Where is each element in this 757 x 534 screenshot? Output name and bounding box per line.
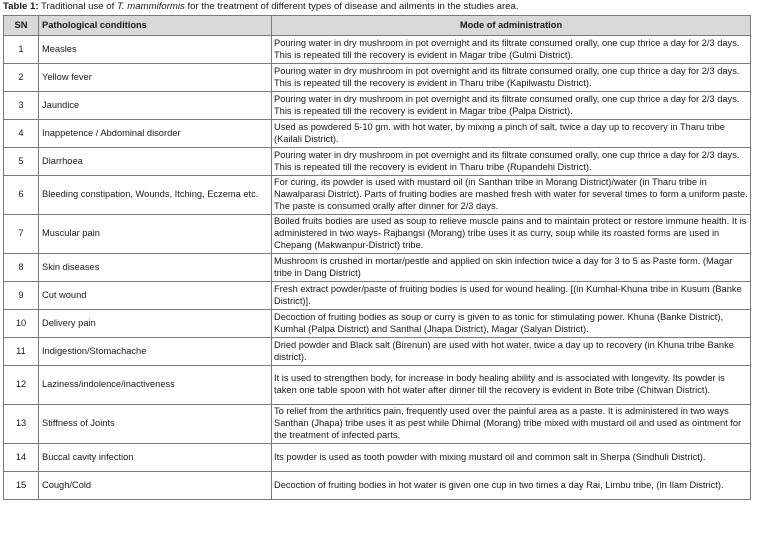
row-condition: Diarrhoea [39,148,272,176]
table-row [4,282,751,310]
table-row [4,176,751,215]
row-sn: 9 [4,282,39,310]
row-sn: 10 [4,310,39,338]
row-condition: Bleeding constipation, Wounds, Itching, Eczema etc. [39,176,272,215]
table-row [4,472,751,500]
row-sn: 5 [4,148,39,176]
row-condition: Delivery pain [39,310,272,338]
row-sn: 4 [4,120,39,148]
row-sn: 1 [4,36,39,64]
row-condition: Buccal cavity infection [39,444,272,472]
row-mode: Dried powder and Black salt (Birenun) are used with hot water, twice a day up to recovery (in Khuna tribe Banke district). [272,338,751,366]
row-mode: To relief from the arthritics pain, frequently used over the painful area as a paste. It is administered in two ways Santhan (Jhapa) tribe uses it as pest while Dhimal (Morang) tribe mixed with mustard oil and used as ointment for the treatment of infected parts. [272,405,751,444]
uses-table [3,15,751,500]
row-mode: Decoction of fruiting bodies as soup or curry is given to as tonic for stimulating power. Khuna (Banke District), Kumhal (Palpa District) and Santhal (Jhapa District), Magar (Salyan District). [272,310,751,338]
table-row [4,366,751,405]
row-condition: Measles [39,36,272,64]
caption-species: T. mammiformis [116,1,185,12]
row-condition: Laziness/indolence/inactiveness [39,366,272,405]
row-mode: Boiled fruits bodies are used as soup to relieve muscle pains and to maintain protect or restore immune health. It is administered in two ways- Rajbangsi (Morang) tribe uses it as curry, soup while its roasted forms are used in Chepang (Makwanpur-District) tribe. [272,215,751,254]
row-condition: Stiffness of Joints [39,405,272,444]
table-row [4,215,751,254]
caption-text-pre: Traditional use of [38,1,117,12]
caption-text-post: for the treatment of different types of disease and ailments in the studies area. [184,1,519,12]
row-sn: 14 [4,444,39,472]
caption-label: Table 1: [3,1,39,12]
table-caption [3,1,519,13]
row-mode: Decoction of fruiting bodies in hot water is given one cup in two times a day Rai, Limbu tribe, (in Ilam District). [272,472,751,500]
row-mode: Pouring water in dry mushroom in pot overnight and its filtrate consumed orally, one cup thrice a day for 2/3 days. This is repeated till the recovery is evident in Magar tribe (Gulmi District). [272,36,751,64]
table-row [4,254,751,282]
row-sn: 11 [4,338,39,366]
row-sn: 13 [4,405,39,444]
table-row [4,310,751,338]
row-sn: 2 [4,64,39,92]
row-condition: Jaundice [39,92,272,120]
row-sn: 7 [4,215,39,254]
row-mode: Its powder is used as tooth powder with mixing mustard oil and common salt in Sherpa (Sindhuli District). [272,444,751,472]
row-mode: Mushroom is crushed in mortar/pestle and applied on skin infection twice a day for 3 to 5 as Paste form. (Magar tribe in Dang District) [272,254,751,282]
row-condition: Indigestion/Stomachache [39,338,272,366]
header-condition: Pathological conditions [39,16,272,36]
table-row [4,405,751,444]
row-condition: Yellow fever [39,64,272,92]
row-condition: Muscular pain [39,215,272,254]
table-row [4,92,751,120]
row-condition: Skin diseases [39,254,272,282]
row-mode: Used as powdered 5-10 gm. with hot water, by mixing a pinch of salt, twice a day up to recovery in Tharu tribe (Kailali District). [272,120,751,148]
row-mode: Pouring water in dry mushroom in pot overnight and its filtrate consumed orally, one cup thrice a day for 2/3 days. This is repeated till the recovery is evident in Magar tribe (Palpa District). [272,92,751,120]
table-row [4,64,751,92]
header-mode: Mode of administration [272,16,751,36]
row-condition: Cut wound [39,282,272,310]
header-sn: SN [4,16,39,36]
table-row [4,148,751,176]
row-sn: 3 [4,92,39,120]
row-sn: 15 [4,472,39,500]
table-row [4,444,751,472]
row-condition: Inappetence / Abdominal disorder [39,120,272,148]
table-row [4,120,751,148]
row-mode: Pouring water in dry mushroom in pot overnight and its filtrate consumed orally, one cup thrice a day for 2/3 days. This is repeated till the recovery is evident in Tharu tribe (Rupandehi District). [272,148,751,176]
row-mode: Pouring water in dry mushroom in pot overnight and its filtrate consumed orally, one cup thrice a day for 2/3 days. This is repeated till the recovery is evident in Tharu tribe (Kapilwastu District). [272,64,751,92]
row-sn: 6 [4,176,39,215]
row-mode: It is used to strengthen body, for increase in body healing ability and is associated with longevity. Its powder is taken one table spoon with hot water after dinner till the recovery is evident in Bote tribe (Chitwan District). [272,366,751,405]
row-sn: 12 [4,366,39,405]
table-header-row [4,16,751,36]
row-mode: Fresh extract powder/paste of fruiting bodies is used for wound healing. [(in Kumhal-Khuna tribe in Kusum (Banke District)]. [272,282,751,310]
table-row [4,36,751,64]
row-condition: Cough/Cold [39,472,272,500]
table-row [4,338,751,366]
row-sn: 8 [4,254,39,282]
row-mode: For curing, its powder is used with mustard oil (in Santhan tribe in Morang District)/water (in Tharu tribe in Nawalparasi District). Parts of fruiting bodies are mashed fresh with water for several times to form a uniform paste. The paste is consumed orally after dinner for 2/3 days. [272,176,751,215]
